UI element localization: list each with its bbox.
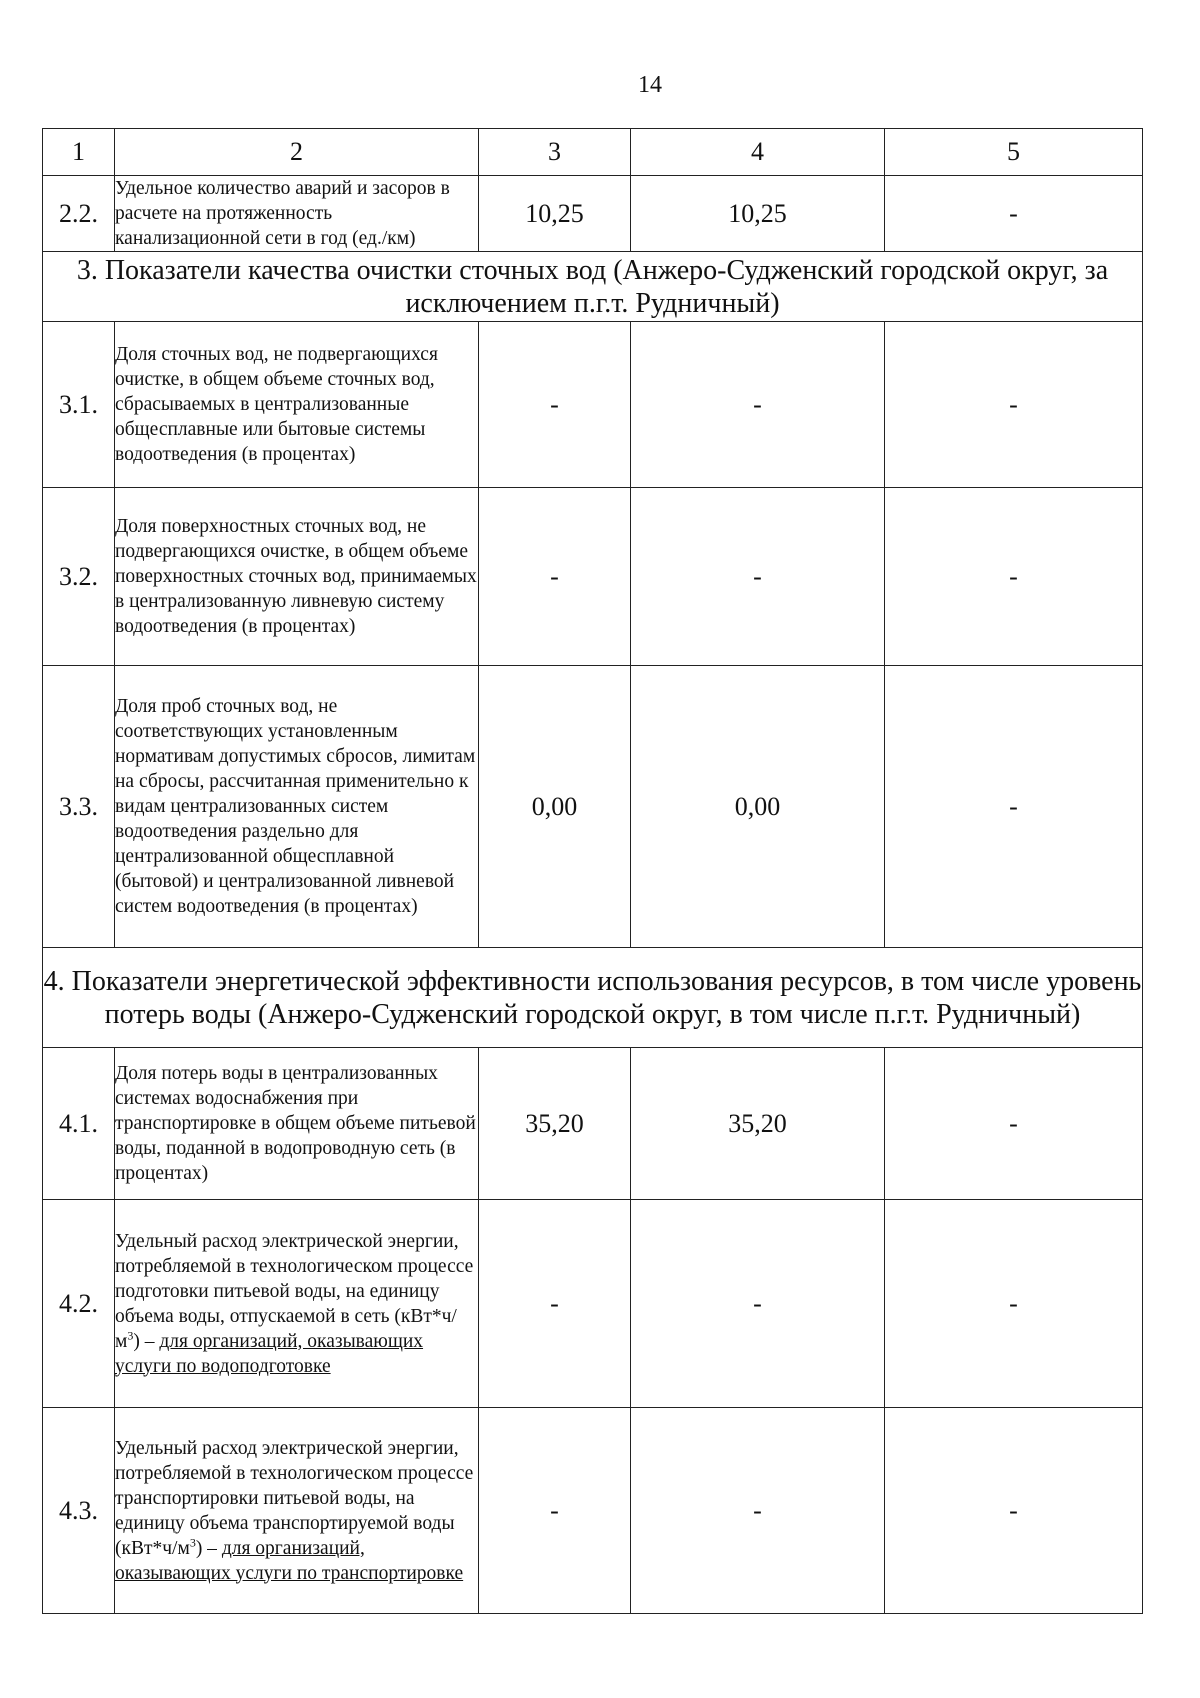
table-row [43, 666, 1143, 948]
value-cell: - [631, 488, 885, 666]
table-row [43, 176, 1143, 252]
value-cell: 10,25 [479, 176, 631, 252]
value-cell: - [885, 666, 1143, 948]
description-text: Удельный расход электрической энергии, потребляемой в технологическом процессе транспортировки питьевой воды, на единицу объема транспортируемой воды (кВт*ч/м [115, 1437, 474, 1559]
row-description: Доля проб сточных вод, не соответствующих установленным нормативам допустимых сбросов, лимитам на сбросы, рассчитанная применительно к видам централизованных систем водоотведения раздельно для централизованной общесплавной (бытовой) и централизованной ливневой систем водоотведения (в процентах) [115, 666, 479, 948]
section-heading: 3. Показатели качества очистки сточных вод (Анжеро-Судженский городской округ, за исключением п.г.т. Рудничный) [43, 252, 1143, 322]
row-description: Доля сточных вод, не подвергающихся очистке, в общем объеме сточных вод, сбрасываемых в централизованные общесплавные или бытовые системы водоотведения (в процентах) [115, 322, 479, 488]
column-header: 2 [115, 129, 479, 176]
table-row [43, 322, 1143, 488]
column-header: 3 [479, 129, 631, 176]
row-description: Доля потерь воды в централизованных системах водоснабжения при транспортировке в общем объеме питьевой воды, поданной в водопроводную сеть (в процентах) [115, 1048, 479, 1200]
description-underlined: для организаций, оказывающих услуги по транспортировке [115, 1537, 464, 1584]
value-cell: - [885, 322, 1143, 488]
value-cell: - [631, 1408, 885, 1614]
description-text: Удельный расход электрической энергии, потребляемой в технологическом процессе подготовки питьевой воды, на единицу объема воды, отпускаемой в сеть (кВт*ч/м [115, 1230, 474, 1352]
page-number: 14 [638, 72, 662, 98]
row-number: 3.1. [43, 322, 115, 488]
value-cell: - [885, 488, 1143, 666]
indicators-table [42, 128, 1143, 1614]
value-cell: - [479, 322, 631, 488]
value-cell: 0,00 [479, 666, 631, 948]
column-header: 4 [631, 129, 885, 176]
value-cell: - [885, 176, 1143, 252]
description-underlined: для организаций, оказывающих услуги по водоподготовке [115, 1330, 424, 1377]
row-description [115, 1200, 479, 1408]
table-header-row [43, 129, 1143, 176]
value-cell: - [631, 322, 885, 488]
value-cell: 10,25 [631, 176, 885, 252]
row-number: 4.2. [43, 1200, 115, 1408]
description-text: ) – [133, 1330, 160, 1352]
row-description: Удельное количество аварий и засоров в расчете на протяженность канализационной сети в год (ед./км) [115, 176, 479, 252]
value-cell: 35,20 [631, 1048, 885, 1200]
value-cell: - [885, 1200, 1143, 1408]
value-cell: - [479, 488, 631, 666]
table-row [43, 1200, 1143, 1408]
column-header: 1 [43, 129, 115, 176]
table-row [43, 1408, 1143, 1614]
row-number: 4.1. [43, 1048, 115, 1200]
table-row [43, 1048, 1143, 1200]
superscript: 3 [189, 1535, 196, 1549]
row-description [115, 1408, 479, 1614]
value-cell: - [885, 1048, 1143, 1200]
row-number: 3.3. [43, 666, 115, 948]
section-heading: 4. Показатели энергетической эффективности использования ресурсов, в том числе уровень потерь воды (Анжеро-Судженский городской округ, в том числе п.г.т. Рудничный) [43, 948, 1143, 1048]
section-row [43, 948, 1143, 1048]
superscript: 3 [127, 1328, 134, 1342]
description-text: ) – [195, 1537, 222, 1559]
section-row [43, 252, 1143, 322]
row-number: 4.3. [43, 1408, 115, 1614]
table-row [43, 488, 1143, 666]
value-cell: - [885, 1408, 1143, 1614]
row-number: 3.2. [43, 488, 115, 666]
column-header: 5 [885, 129, 1143, 176]
value-cell: 0,00 [631, 666, 885, 948]
row-description: Доля поверхностных сточных вод, не подвергающихся очистке, в общем объеме поверхностных сточных вод, принимаемых в централизованную ливневую систему водоотведения (в процентах) [115, 488, 479, 666]
value-cell: - [479, 1408, 631, 1614]
value-cell: 35,20 [479, 1048, 631, 1200]
row-number: 2.2. [43, 176, 115, 252]
value-cell: - [631, 1200, 885, 1408]
value-cell: - [479, 1200, 631, 1408]
